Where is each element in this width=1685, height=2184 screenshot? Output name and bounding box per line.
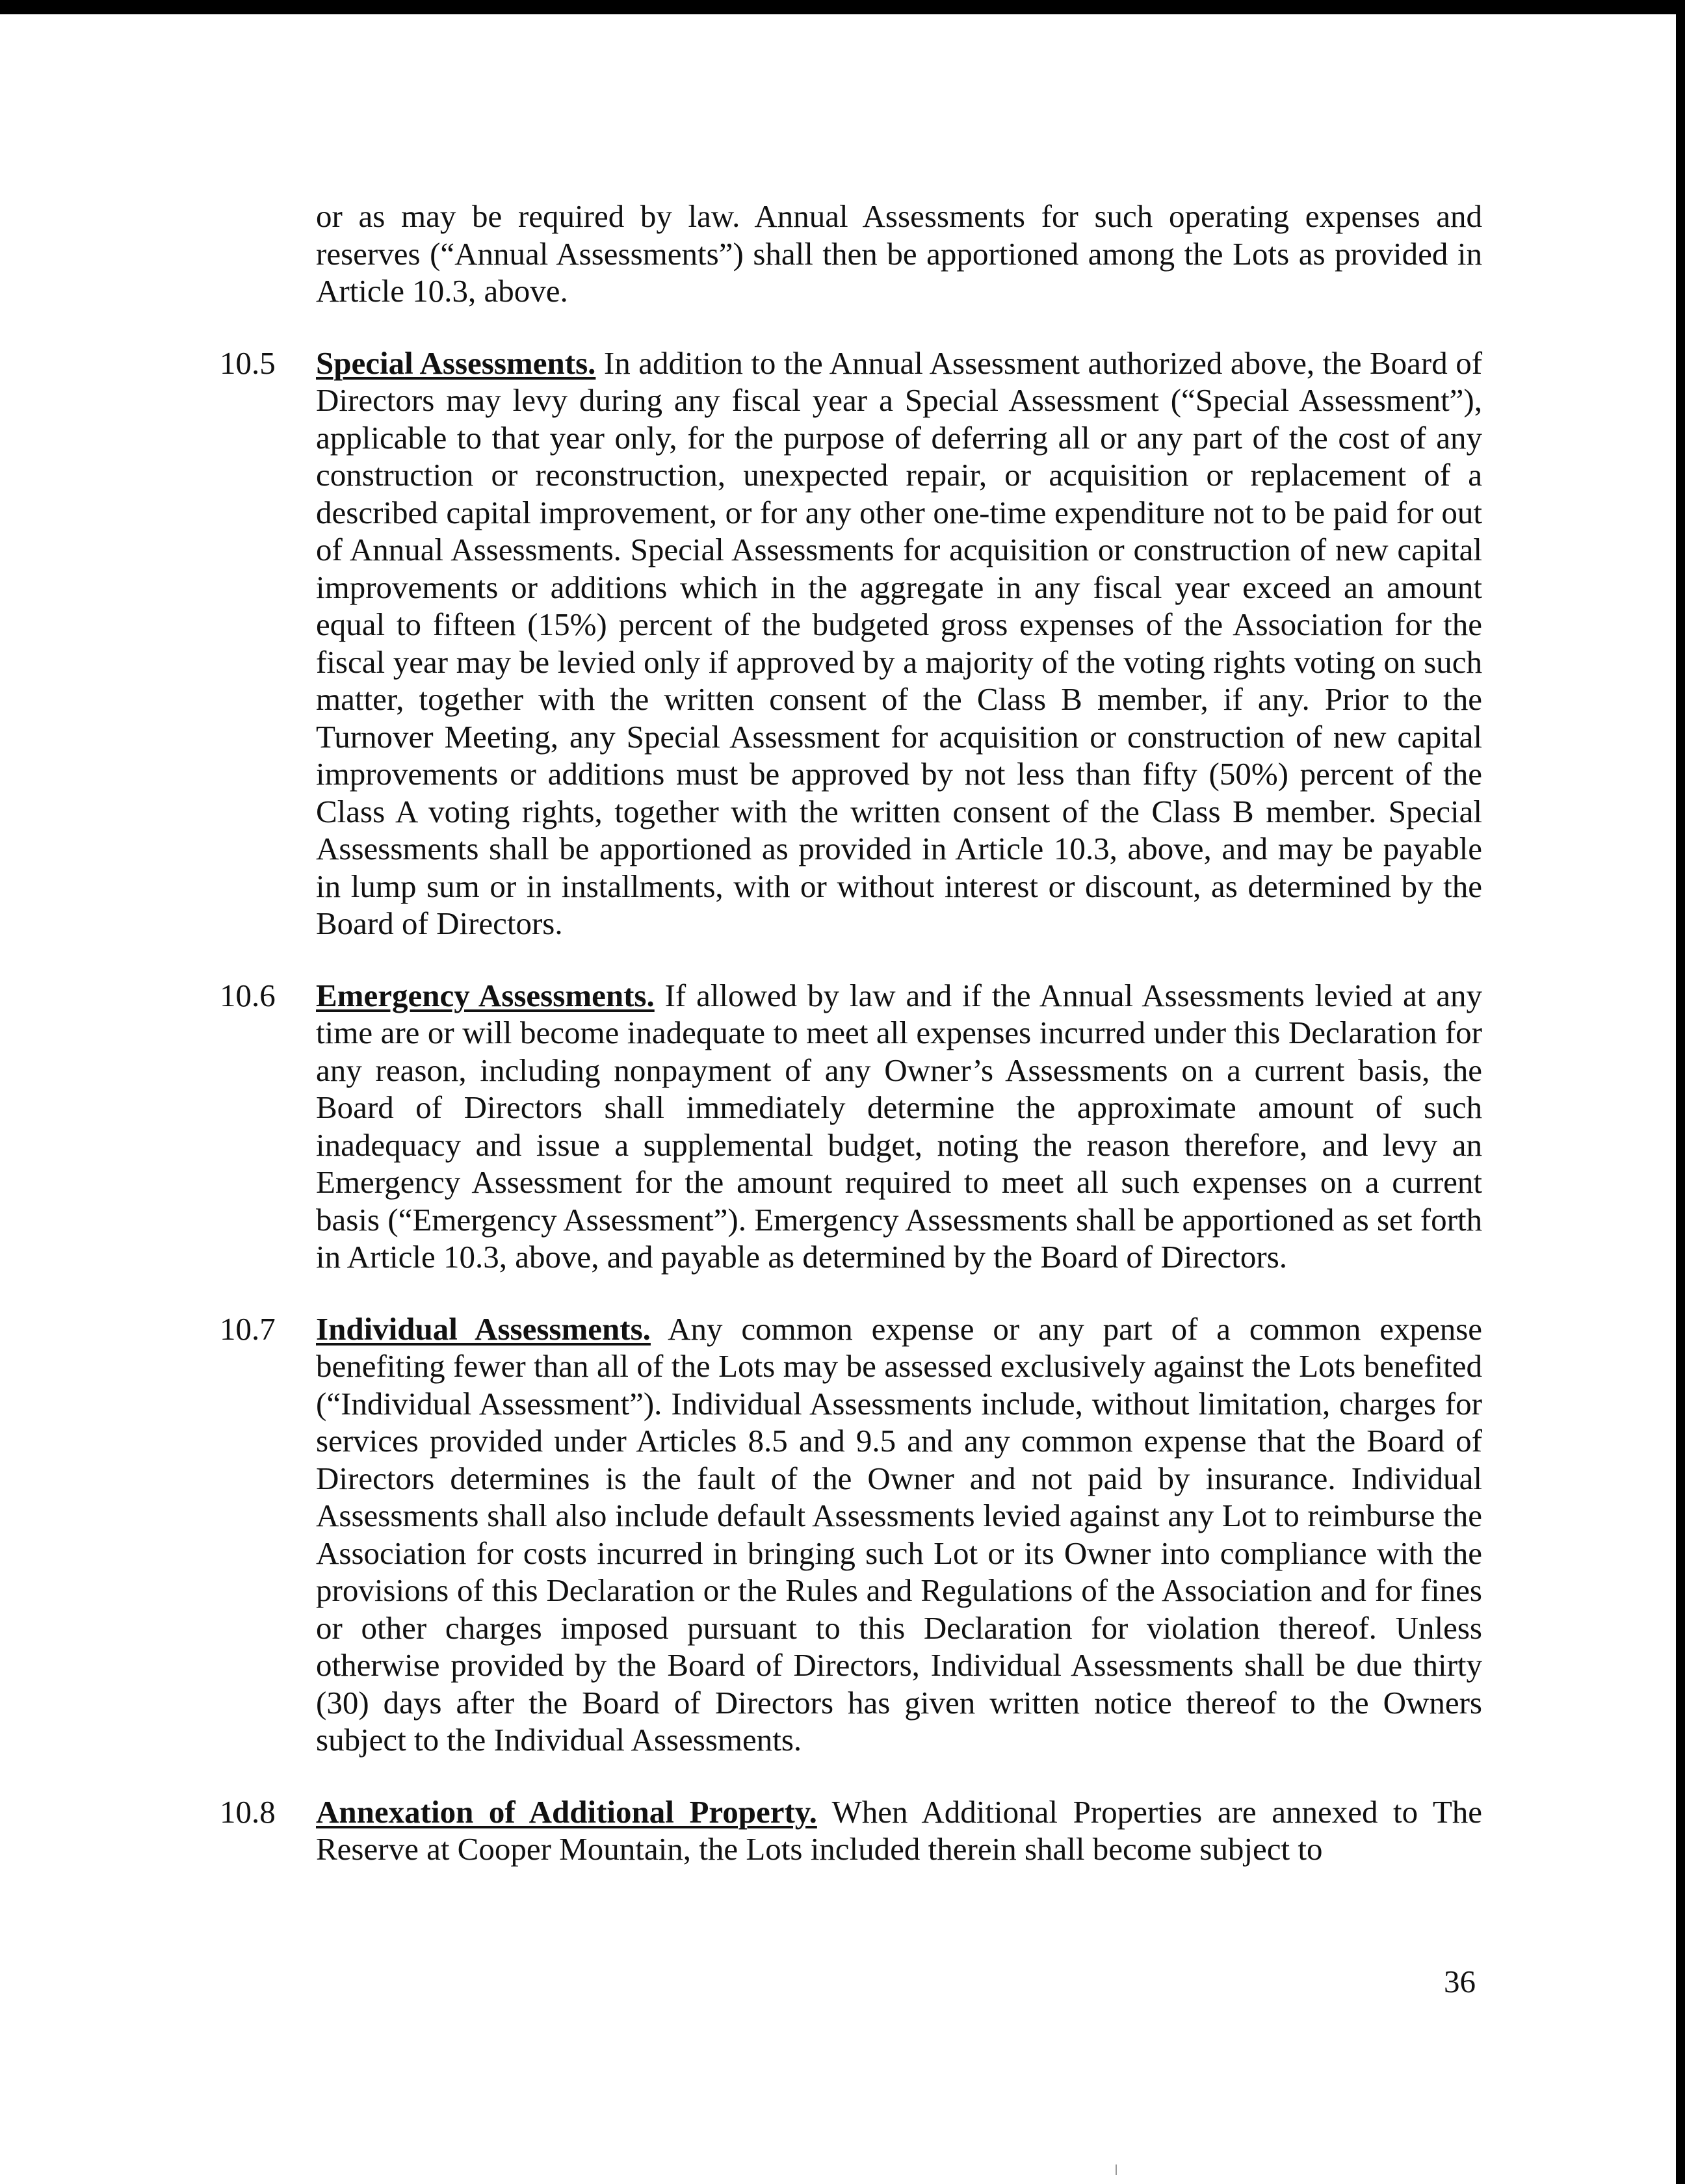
scan-border-top xyxy=(0,0,1685,14)
section-number: 10.8 xyxy=(220,1793,276,1830)
section-body: Any common expense or any part of a common expense benefiting fewer than all of the Lots may be assessed exclusively against the Lots benefited (“Individual Assessment”). Individual Assessments include, without limitation, charges for services provided under Articles 8.5 and 9.5 and any common expense that the Board of Directors determines is the fault of the Owner and not paid by insurance. Individual Assessments shall also include default Assessments levied against any Lot to reimburse the Association for costs incurred in bringing such Lot or its Owner into compliance with the provisions of this Declaration or the Rules and Regulations of the Association and for fines or other charges imposed pursuant to this Declaration for violation thereof. Unless otherwise provided by the Board of Directors, Individual Assessments shall be due thirty (30) days after the Board of Directors has given written notice thereof to the Owners subject to the Individual Assessments. xyxy=(316,1310,1483,1758)
page-number: 36 xyxy=(1444,1964,1476,1999)
section-paragraph xyxy=(316,1793,1482,1868)
section-10-5 xyxy=(220,344,1483,942)
scan-artifact-mark xyxy=(1116,2164,1117,2175)
section-body: When Additional Properties are annexed to The Reserve at Cooper Mountain, the Lots included therein shall become subject to xyxy=(316,1793,1482,1867)
section-number: 10.6 xyxy=(220,977,276,1013)
section-number: 10.7 xyxy=(220,1310,276,1347)
section-paragraph xyxy=(316,344,1482,942)
section-heading: Annexation of Additional Property. xyxy=(316,1793,817,1830)
section-paragraph xyxy=(316,977,1482,1276)
section-body: In addition to the Annual Assessment authorized above, the Board of Directors may levy during any fiscal year a Special Assessment (“Special Assessment”), applicable to that year only, for the purpose of deferring all or any part of the cost of any construction or reconstruction, unexpected repair, or acquisition or replacement of a described capital improvement, or for any other one-time expenditure not to be paid for out of Annual Assessments. Special Assessments for acquisition or construction of new capital improvements or additions which in the aggregate in any fiscal year exceed an amount equal to fifteen (15%) percent of the budgeted gross expenses of the Association for the fiscal year may be levied only if approved by a majority of the voting rights voting on such matter, together with the written consent of the Class B member, if any. Prior to the Turnover Meeting, any Special Assessment for acquisition or construction of new capital improvements or additions must be approved by not less than fifty (50%) percent of the Class A voting rights, together with the written consent of the Class B member. Special Assessments shall be apportioned as provided in Article 10.3, above, and may be payable in lump sum or in installments, with or without interest or discount, as determined by the Board of Directors. xyxy=(316,344,1483,941)
intro-paragraph: or as may be required by law. Annual Assessments for such operating expenses and reserves (“Annual Assessments”) shall then be apportioned among the Lots as provided in Article 10.3, above. xyxy=(316,198,1482,309)
section-paragraph xyxy=(316,1310,1482,1759)
section-heading: Special Assessments. xyxy=(316,344,596,381)
section-body: If allowed by law and if the Annual Assessments levied at any time are or will become inadequate to meet all expenses incurred under this Declaration for any reason, including nonpayment of any Owner’s Assessments on a current basis, the Board of Directors shall immediately determine the approximate amount of such inadequacy and issue a supplemental budget, noting the reason therefore, and levy an Emergency Assessment for the amount required to meet all such expenses on a current basis (“Emergency Assessment”). Emergency Assessments shall be apportioned as set forth in Article 10.3, above, and payable as determined by the Board of Directors. xyxy=(316,977,1483,1275)
scan-border-right xyxy=(1676,0,1685,2184)
section-10-7 xyxy=(220,1310,1483,1759)
section-number: 10.5 xyxy=(220,344,276,381)
section-heading: Individual Assessments. xyxy=(316,1310,651,1347)
section-10-8 xyxy=(220,1793,1482,1868)
section-10-6 xyxy=(220,977,1483,1276)
document-body xyxy=(220,198,1483,1868)
section-heading: Emergency Assessments. xyxy=(316,977,655,1013)
